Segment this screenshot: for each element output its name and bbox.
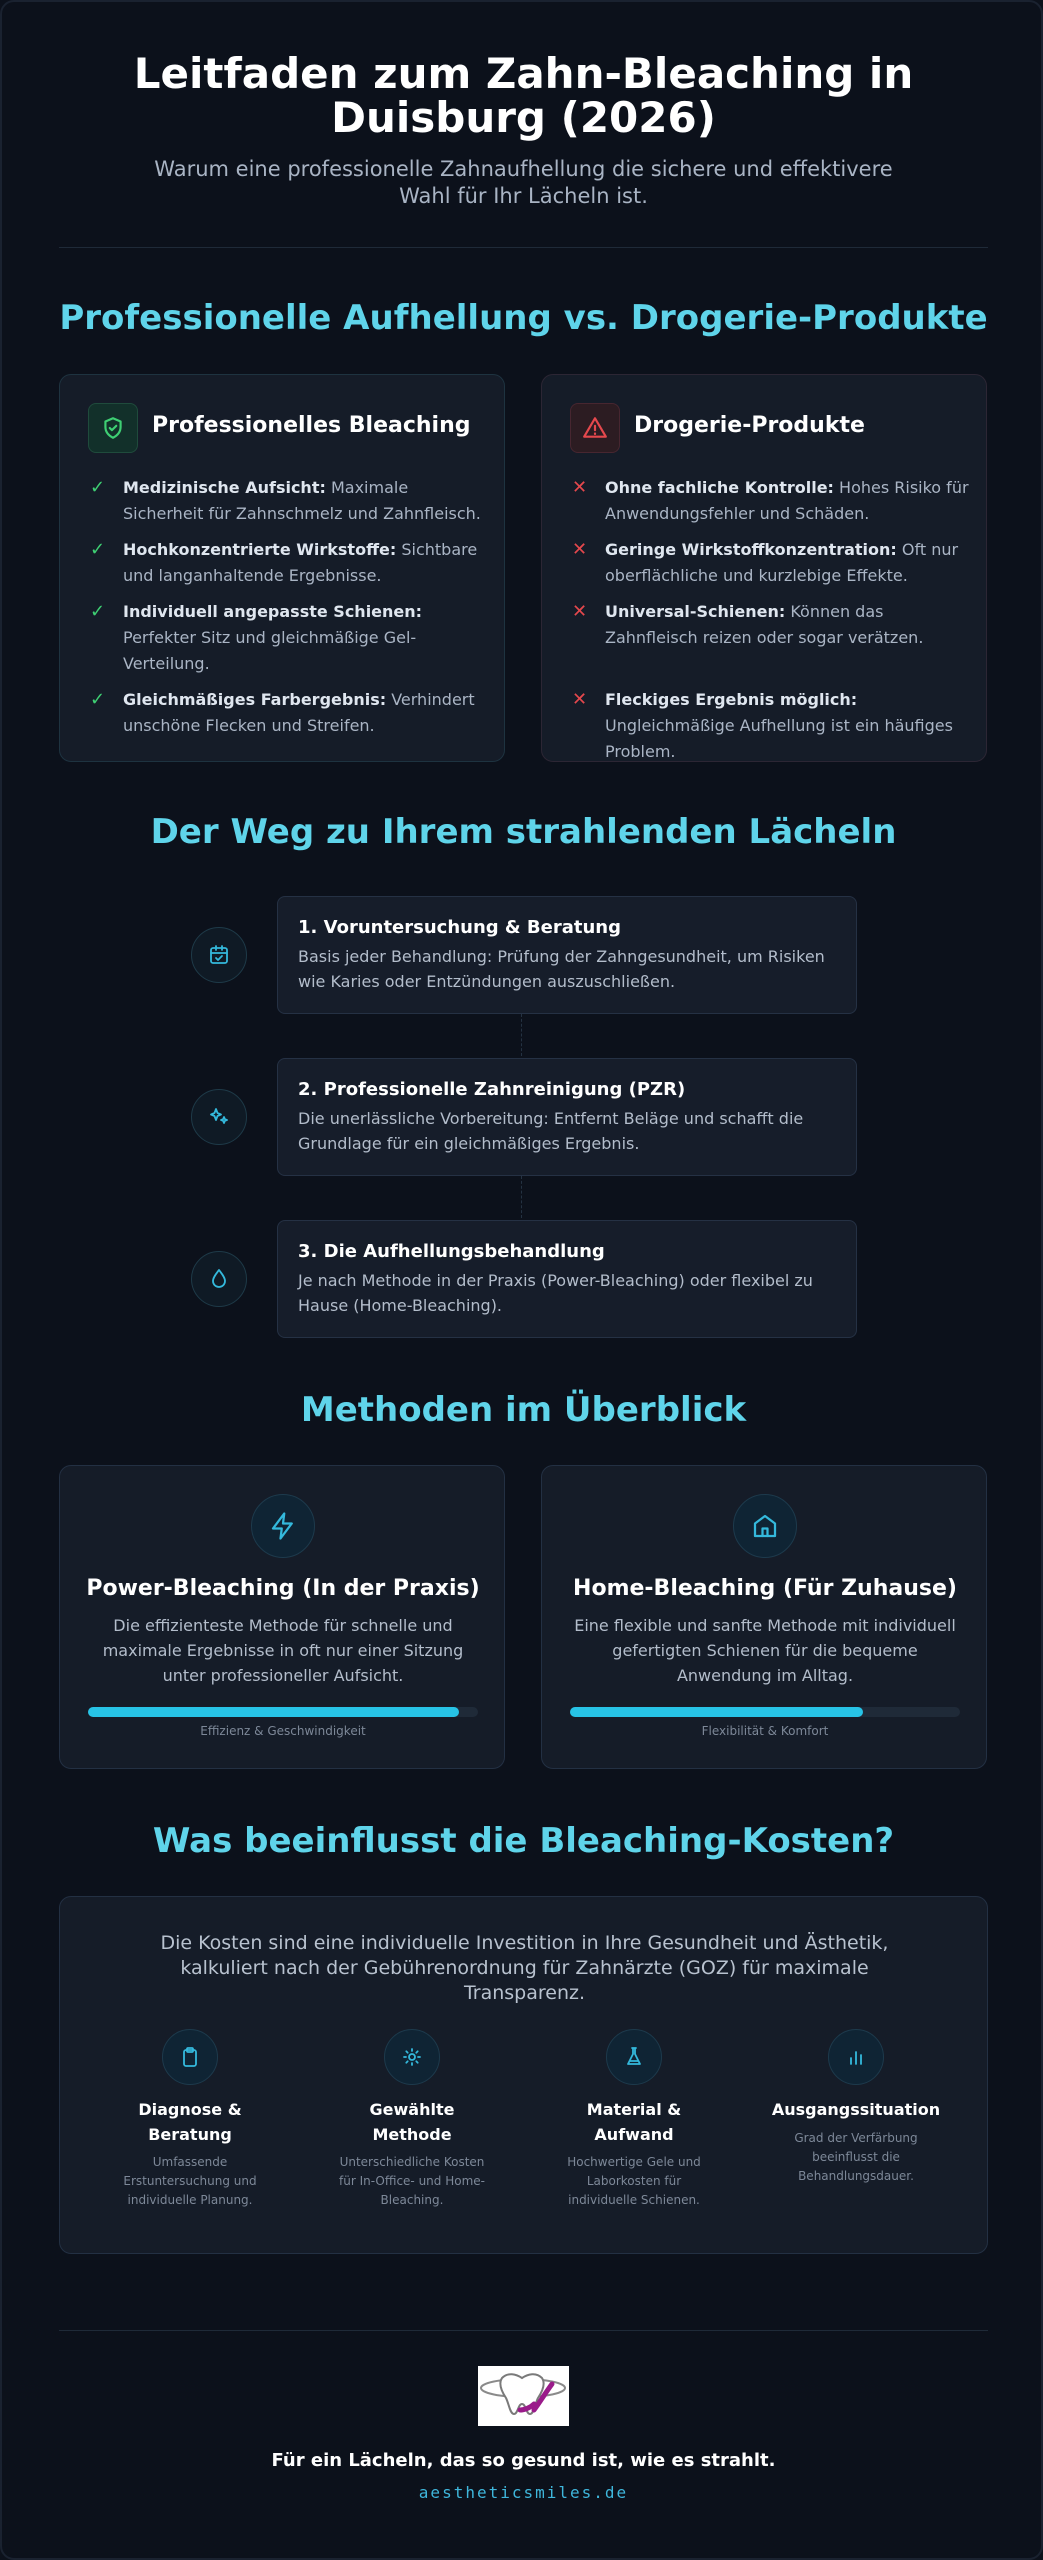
cost-factor-text: Hochwertige Gele und Laborkosten für individuelle Schienen. (567, 2155, 701, 2207)
list-item-text (123, 687, 488, 739)
costs-heading: Was beeinflusst die Bleaching-Kosten? (152, 1821, 895, 1861)
drugstore-card (541, 374, 987, 762)
footer-tagline: Für ein Lächeln, das so gesund ist, wie es strahlt. (271, 2450, 776, 2471)
warning-triangle-icon (570, 403, 620, 453)
list-item-label: Gleichmäßiges Farbergebnis: (123, 690, 387, 709)
page-title: Leitfaden zum Zahn-Bleaching in Duisburg (2026) (133, 49, 914, 142)
list-item-text (123, 599, 488, 677)
method-bar-track (88, 1707, 478, 1717)
check-icon: ✓ (90, 477, 106, 498)
list-item-text (605, 599, 970, 651)
cost-factor-title: Diagnose & Beratung (138, 2100, 242, 2144)
list-item-text (605, 687, 970, 765)
professional-card (59, 374, 505, 762)
cost-factor-title: Material & Aufwand (586, 2100, 682, 2144)
page-subtitle: Warum eine professionelle Zahnaufhellung die sichere und effektivere Wahl für Ihr Lächeln ist. (154, 157, 893, 208)
step-title: 1. Voruntersuchung & Beratung (298, 917, 621, 938)
comparison-heading: Professionelle Aufhellung vs. Drogerie-Produkte (59, 298, 988, 338)
divider (59, 247, 988, 248)
cost-factor-title: Gewählte Methode (369, 2100, 455, 2144)
timeline-connector (521, 1014, 522, 1056)
calendar-check-icon (191, 927, 247, 983)
website-link[interactable]: aestheticsmiles.de (418, 2483, 629, 2502)
method-card (59, 1465, 505, 1769)
list-item-label: Hochkonzentrierte Wirkstoffe: (123, 540, 397, 559)
sparkles-icon (191, 1089, 247, 1145)
costs-card (59, 1896, 988, 2254)
list-item-text (123, 537, 488, 589)
step-card (277, 1058, 857, 1176)
list-item-description: Sichtbare und langanhaltende Ergebnisse. (123, 540, 478, 585)
step-card (277, 896, 857, 1014)
flask-icon (606, 2029, 662, 2085)
cross-icon: ✕ (572, 689, 588, 710)
cost-factor-text: Grad der Verfärbung beeinflusst die Behandlungsdauer. (794, 2131, 918, 2183)
method-bar-fill (88, 1707, 459, 1717)
cost-factor-text: Unterschiedliche Kosten für In-Office- und Home-Bleaching. (339, 2155, 485, 2207)
lightning-icon (251, 1494, 315, 1558)
check-icon: ✓ (90, 539, 106, 560)
list-item-label: Ohne fachliche Kontrolle: (605, 478, 834, 497)
methods-heading: Methoden im Überblick (300, 1390, 747, 1430)
method-title: Power-Bleaching (In der Praxis) (86, 1576, 480, 1601)
method-bar-label: Effizienz & Geschwindigkeit (200, 1724, 366, 1738)
steps-heading: Der Weg zu Ihrem strahlenden Lächeln (150, 812, 897, 852)
cross-icon: ✕ (572, 601, 588, 622)
list-item-description: Ungleichmäßige Aufhellung ist ein häufiges Problem. (605, 716, 953, 761)
method-bar-fill (570, 1707, 863, 1717)
step-text: Je nach Methode in der Praxis (Power-Bleaching) oder flexibel zu Hause (Home-Bleaching). (298, 1271, 813, 1315)
cost-factor-title: Ausgangssituation (771, 2100, 941, 2119)
cross-icon: ✕ (572, 539, 588, 560)
method-bar-track (570, 1707, 960, 1717)
professional-card-title: Professionelles Bleaching (152, 413, 471, 438)
list-item-label: Universal-Schienen: (605, 602, 786, 621)
clipboard-icon (162, 2029, 218, 2085)
list-item-description: Können das Zahnfleisch reizen oder sogar verätzen. (605, 602, 924, 647)
list-item-description: Maximale Sicherheit für Zahnschmelz und Zahnfleisch. (123, 478, 481, 523)
costs-intro: Die Kosten sind eine individuelle Investition in Ihre Gesundheit und Ästhetik, kalkuliert nach der Gebührenordnung für Zahnärzte (GOZ) für maximale Transparenz. (160, 1932, 889, 2004)
list-item-description: Hohes Risiko für Anwendungsfehler und Schäden. (605, 478, 969, 523)
list-item-text (123, 475, 488, 527)
method-title: Home-Bleaching (Für Zuhause) (573, 1576, 957, 1601)
clinic-logo (478, 2366, 569, 2426)
step-title: 2. Professionelle Zahnreinigung (PZR) (298, 1079, 686, 1100)
method-bar-label: Flexibilität & Komfort (701, 1724, 829, 1738)
method-text: Die effizienteste Methode für schnelle und maximale Ergebnisse in oft nur einer Sitzung unter professioneller Aufsicht. (102, 1616, 464, 1685)
check-icon: ✓ (90, 601, 106, 622)
list-item-description: Perfekter Sitz und gleichmäßige Gel-Verteilung. (123, 628, 417, 673)
divider (59, 2330, 988, 2331)
check-icon: ✓ (90, 689, 106, 710)
gear-icon (384, 2029, 440, 2085)
list-item-label: Geringe Wirkstoffkonzentration: (605, 540, 897, 559)
step-text: Die unerlässliche Vorbereitung: Entfernt Beläge und schafft die Grundlage für ein gleichmäßiges Ergebnis. (298, 1109, 804, 1153)
bar-chart-icon (828, 2029, 884, 2085)
method-text: Eine flexible und sanfte Methode mit individuell gefertigten Schienen für die bequeme Anwendung im Alltag. (574, 1616, 956, 1685)
list-item-description: Oft nur oberflächliche und kurzlebige Effekte. (605, 540, 959, 585)
home-icon (733, 1494, 797, 1558)
list-item-description: Verhindert unschöne Flecken und Streifen. (123, 690, 475, 735)
method-card (541, 1465, 987, 1769)
droplet-icon (191, 1251, 247, 1307)
shield-check-icon (88, 403, 138, 453)
cross-icon: ✕ (572, 477, 588, 498)
list-item-text (605, 475, 970, 527)
drugstore-card-title: Drogerie-Produkte (634, 413, 865, 438)
list-item-label: Individuell angepasste Schienen: (123, 602, 423, 621)
list-item-label: Fleckiges Ergebnis möglich: (605, 690, 858, 709)
cost-factor-text: Umfassende Erstuntersuchung und individuelle Planung. (123, 2155, 257, 2207)
list-item-text (605, 537, 970, 589)
timeline-connector (521, 1176, 522, 1218)
step-title: 3. Die Aufhellungsbehandlung (298, 1241, 605, 1262)
step-text: Basis jeder Behandlung: Prüfung der Zahngesundheit, um Risiken wie Karies oder Entzündungen auszuschließen. (298, 947, 825, 991)
list-item-label: Medizinische Aufsicht: (123, 478, 326, 497)
step-card (277, 1220, 857, 1338)
